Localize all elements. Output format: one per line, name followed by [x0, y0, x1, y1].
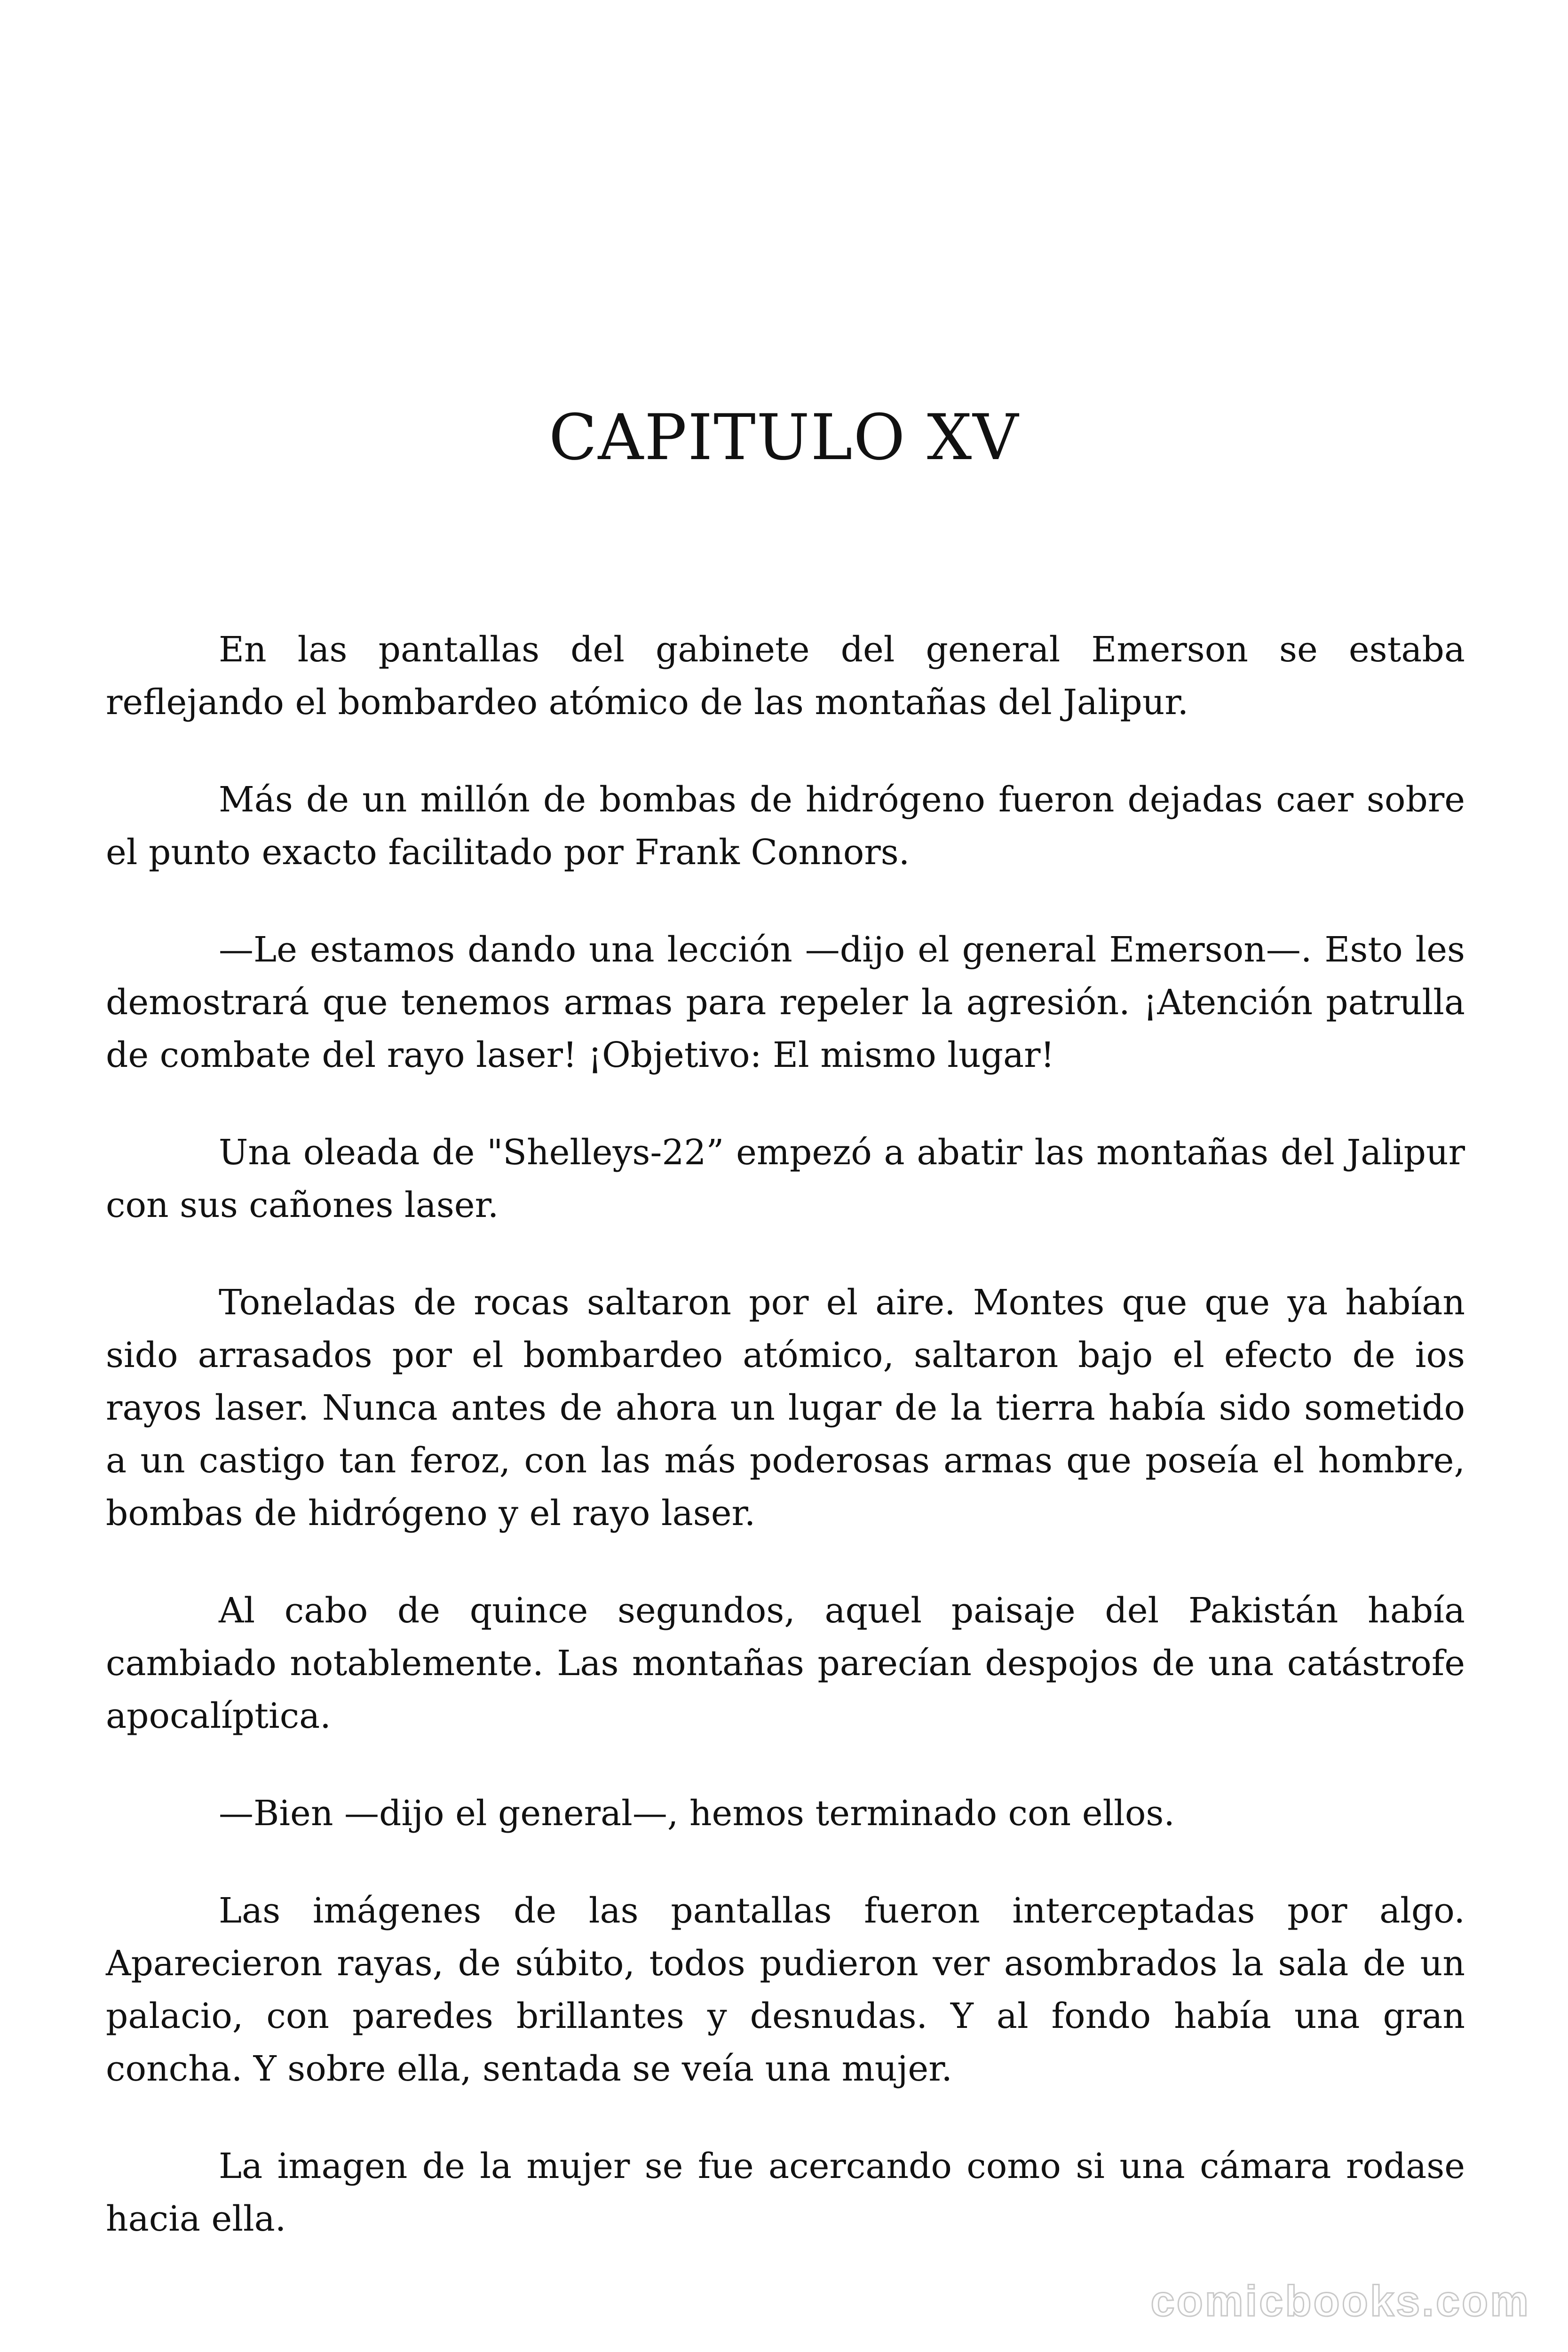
paragraph: Más de un millón de bombas de hidrógeno fueron dejadas caer sobre el punto exacto facilitado por Frank Connors. [106, 779, 1465, 873]
paragraph: —Bien —dijo el general—, hemos terminado con ellos. [219, 1793, 1175, 1834]
paragraph: La imagen de la mujer se fue acercando como si una cámara rodase hacia ella. [106, 2146, 1465, 2239]
watermark: comicbooks.com [1150, 2277, 1530, 2325]
paragraph: —Le estamos dando una lección —dijo el general Emerson—. Esto les demostrará que tenemos armas para repeler la agresión. ¡Atención patrulla de combate del rayo laser! ¡Objetivo: El mismo lugar! [106, 930, 1465, 1075]
paragraph: Toneladas de rocas saltaron por el aire. Montes que que ya habían sido arrasados por el bombardeo atómico, saltaron bajo el efecto de ios rayos laser. Nunca antes de ahora un lugar de la tierra había sido sometido a un castigo tan feroz, con las más poderosas armas que poseía el hombre, bombas de hidrógeno y el rayo laser. [106, 1282, 1465, 1534]
paragraph: Las imágenes de las pantallas fueron interceptadas por algo. Aparecieron rayas, de súbito, todos pudieron ver asombrados la sala de un palacio, con paredes brillantes y desnudas. Y al fondo había una gran concha. Y sobre ella, sentada se veía una mujer. [106, 1891, 1465, 2089]
chapter-body [106, 623, 1465, 2290]
chapter-title: CAPITULO XV [548, 401, 1020, 474]
paragraph: Una oleada de "Shelleys-22” empezó a abatir las montañas del Jalipur con sus cañones laser. [106, 1132, 1465, 1225]
paragraph: En las pantallas del gabinete del general Emerson se estaba reflejando el bombardeo atómico de las montañas del Jalipur. [106, 629, 1465, 723]
paragraph: Al cabo de quince segundos, aquel paisaje del Pakistán había cambiado notablemente. Las montañas parecían despojos de una catástrofe apocalíptica. [106, 1590, 1465, 1736]
